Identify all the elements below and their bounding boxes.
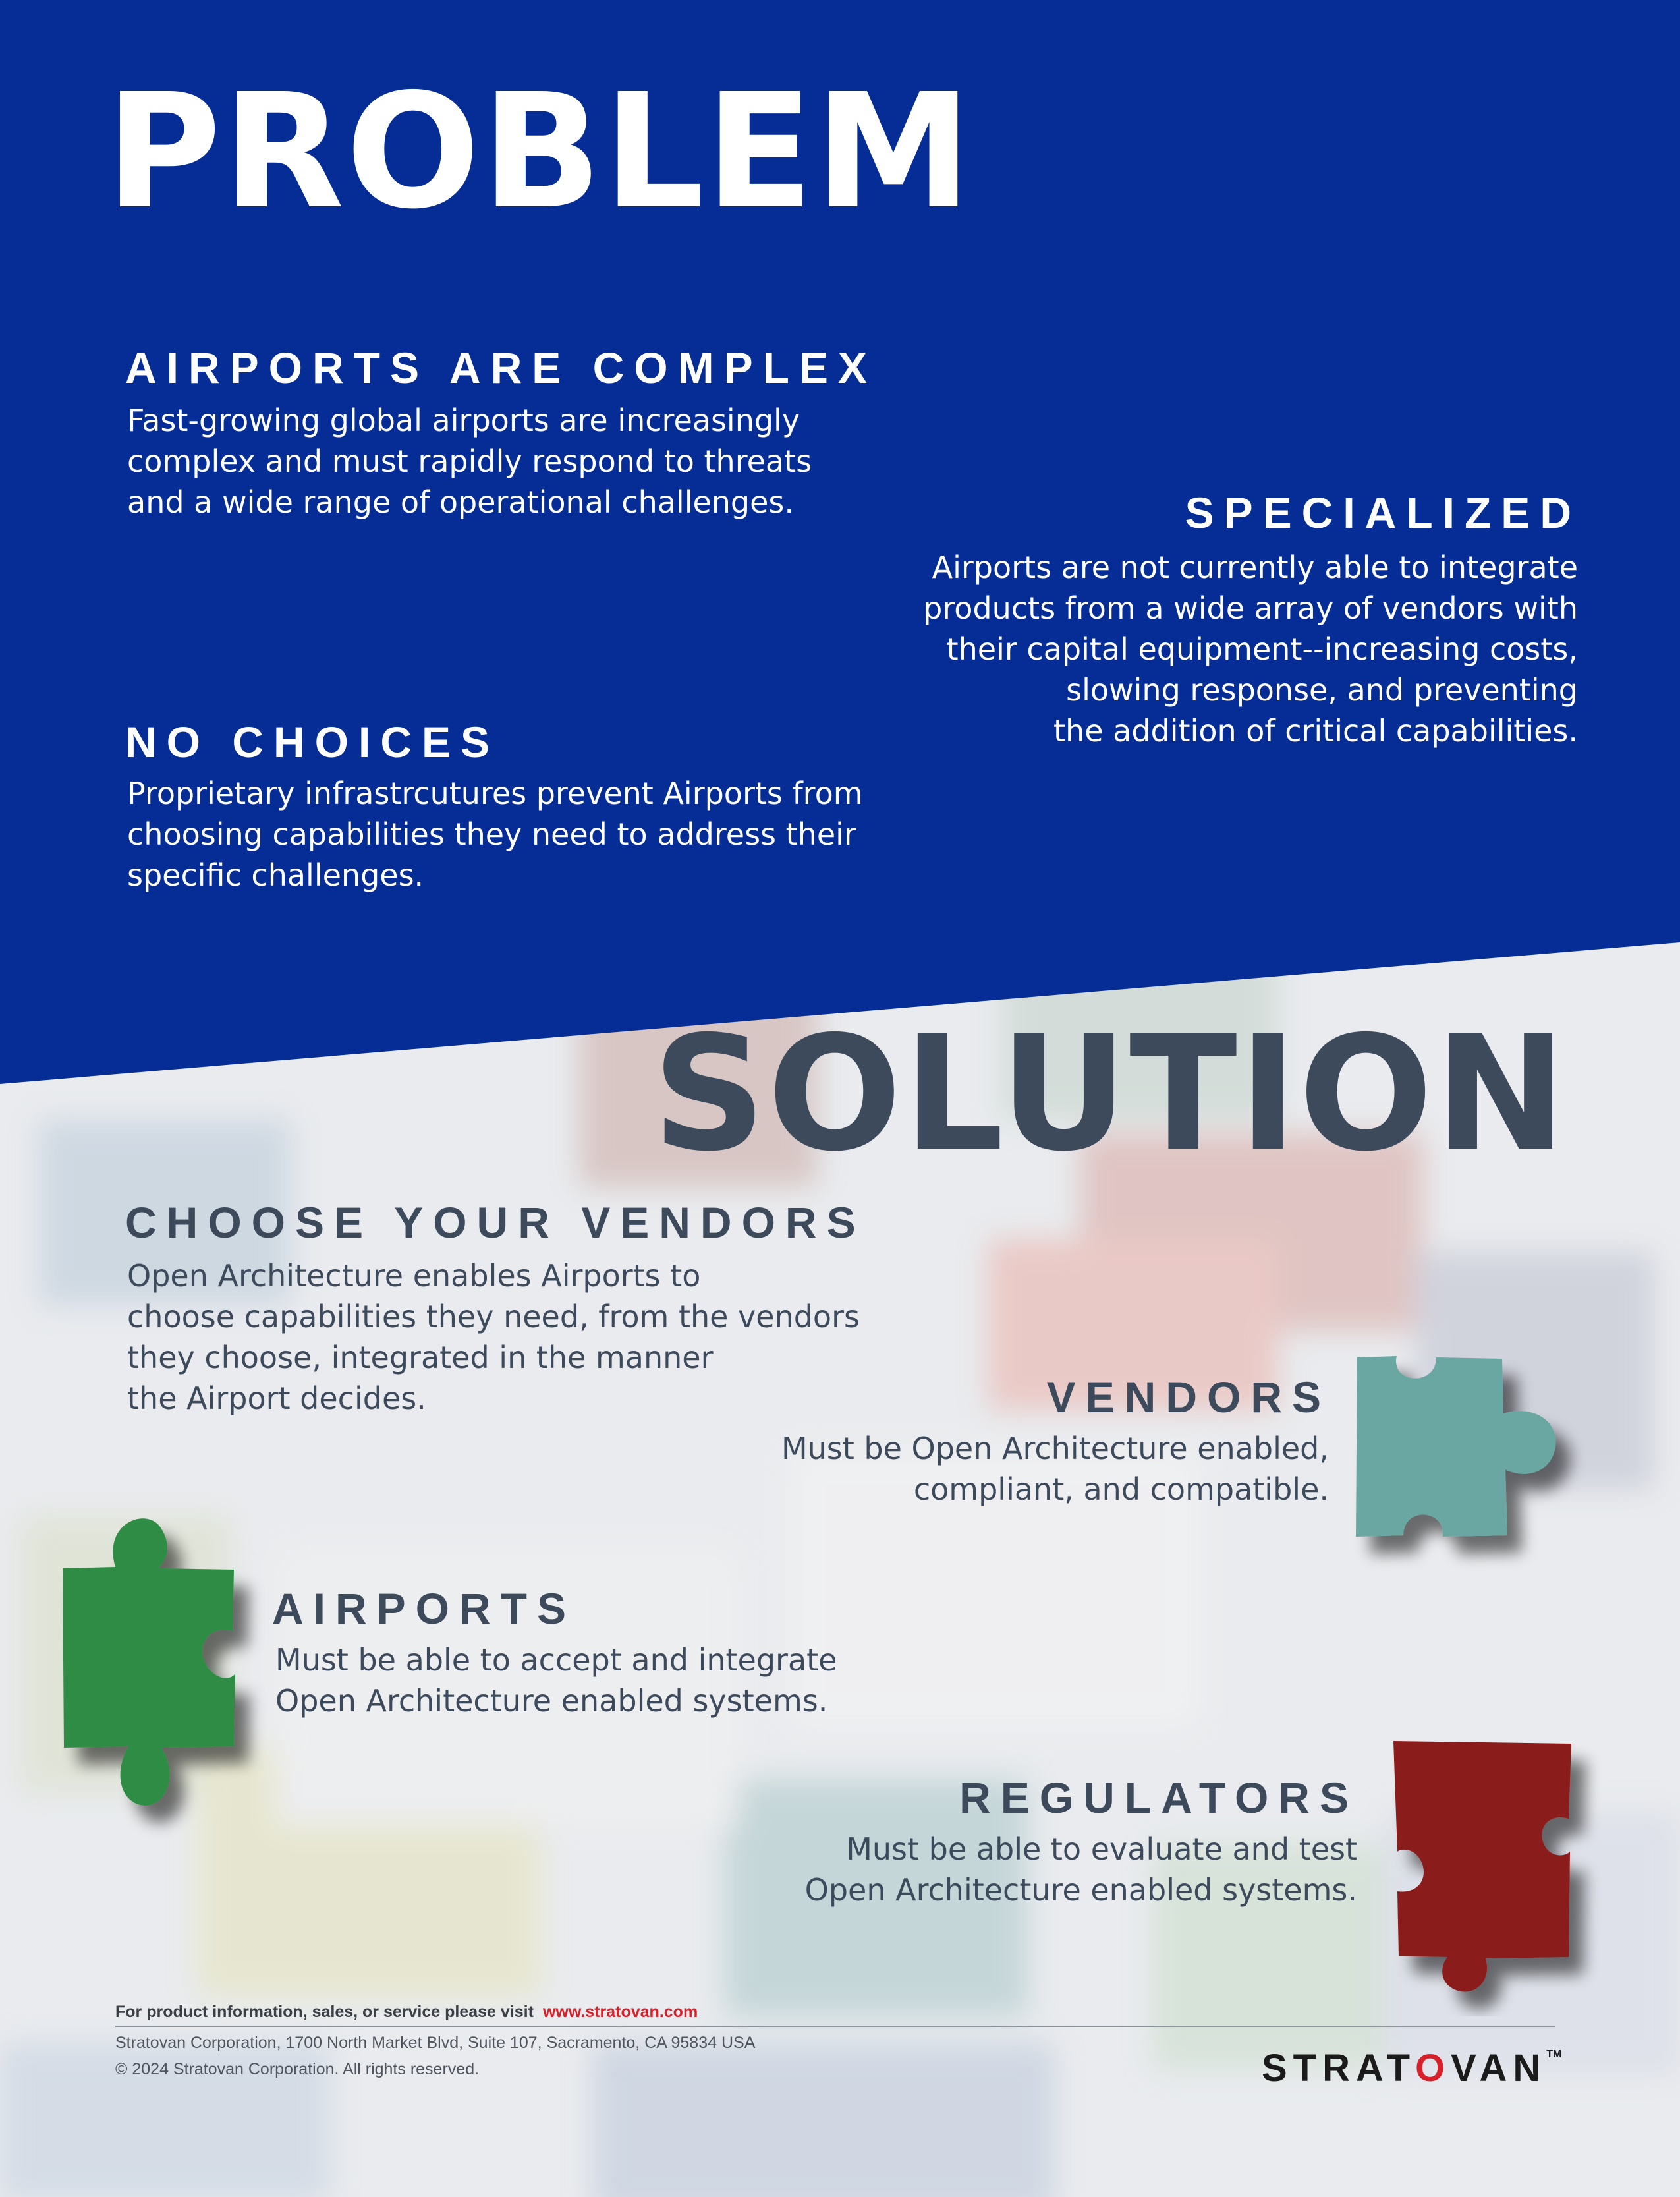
heading-airports: AIRPORTS (272, 1584, 576, 1633)
text-line: and a wide range of operational challenges. (127, 484, 795, 520)
text-line: they choose, integrated in the manner (127, 1340, 714, 1375)
text-line: Must be Open Architecture enabled, (781, 1431, 1329, 1466)
footer-info-label: For product information, sales, or service please visit (115, 2003, 534, 2021)
heading-regulators: REGULATORS (959, 1773, 1358, 1822)
solution-title: SOLUTION (652, 1002, 1568, 1186)
logo-text-start: STRAT (1262, 2047, 1415, 2090)
puzzle-piece-red-icon (1374, 1726, 1624, 2016)
text-vendors (781, 1428, 1329, 1510)
text-line: the Airport decides. (127, 1381, 426, 1416)
text-line: choosing capabilities they need to address their (127, 816, 856, 852)
problem-title: PROBLEM (105, 59, 974, 244)
puzzle-piece-green-icon (43, 1496, 280, 1839)
footer-divider (115, 2026, 1555, 2027)
text-line: Must be able to accept and integrate (275, 1642, 837, 1678)
heading-no-choices: NO CHOICES (125, 718, 500, 766)
text-choose-your-vendors (127, 1255, 860, 1419)
footer-copyright: © 2024 Stratovan Corporation. All rights reserved. (115, 2060, 480, 2078)
logo-text-end: VAN (1451, 2047, 1547, 2090)
text-line: Open Architecture enabled systems. (275, 1683, 828, 1719)
text-line: Airports are not currently able to integrate (932, 550, 1578, 585)
text-airports-are-complex (127, 400, 812, 523)
text-line: Open Architecture enabled systems. (804, 1872, 1357, 1908)
logo-trademark: TM (1546, 2049, 1562, 2060)
text-line: choose capabilities they need, from the vendors (127, 1299, 860, 1334)
stratovan-logo (1262, 2049, 1561, 2088)
text-airports (275, 1640, 837, 1721)
text-line: complex and must rapidly respond to threats (127, 443, 812, 479)
heading-vendors: VENDORS (1046, 1373, 1331, 1421)
text-line: the addition of critical capabilities. (1053, 713, 1578, 749)
text-no-choices (127, 773, 863, 896)
heading-choose-your-vendors: CHOOSE YOUR VENDORS (125, 1198, 866, 1247)
text-line: compliant, and compatible. (913, 1471, 1329, 1507)
text-line: their capital equipment--increasing costs, (946, 631, 1578, 667)
puzzle-piece-teal-icon (1337, 1338, 1614, 1575)
footer-website-link[interactable]: www.stratovan.com (542, 2003, 698, 2021)
logo-orbit-o: O (1414, 2047, 1451, 2090)
text-line: products from a wide array of vendors with (923, 590, 1578, 626)
footer-address: Stratovan Corporation, 1700 North Market Blvd, Suite 107, Sacramento, CA 95834 USA (115, 2034, 756, 2052)
text-line: Must be able to evaluate and test (846, 1831, 1357, 1867)
heading-airports-are-complex: AIRPORTS ARE COMPLEX (125, 343, 877, 392)
heading-specialized: SPECIALIZED (1185, 488, 1581, 537)
text-line: specific challenges. (127, 857, 424, 893)
text-line: Fast-growing global airports are increasingly (127, 403, 800, 438)
text-specialized (923, 547, 1578, 751)
text-line: Open Architecture enables Airports to (127, 1258, 701, 1294)
text-regulators (805, 1829, 1357, 1910)
text-line: slowing response, and preventing (1066, 672, 1578, 708)
text-line: Proprietary infrastrcutures prevent Airports from (127, 776, 863, 811)
footer-info (115, 2003, 698, 2022)
